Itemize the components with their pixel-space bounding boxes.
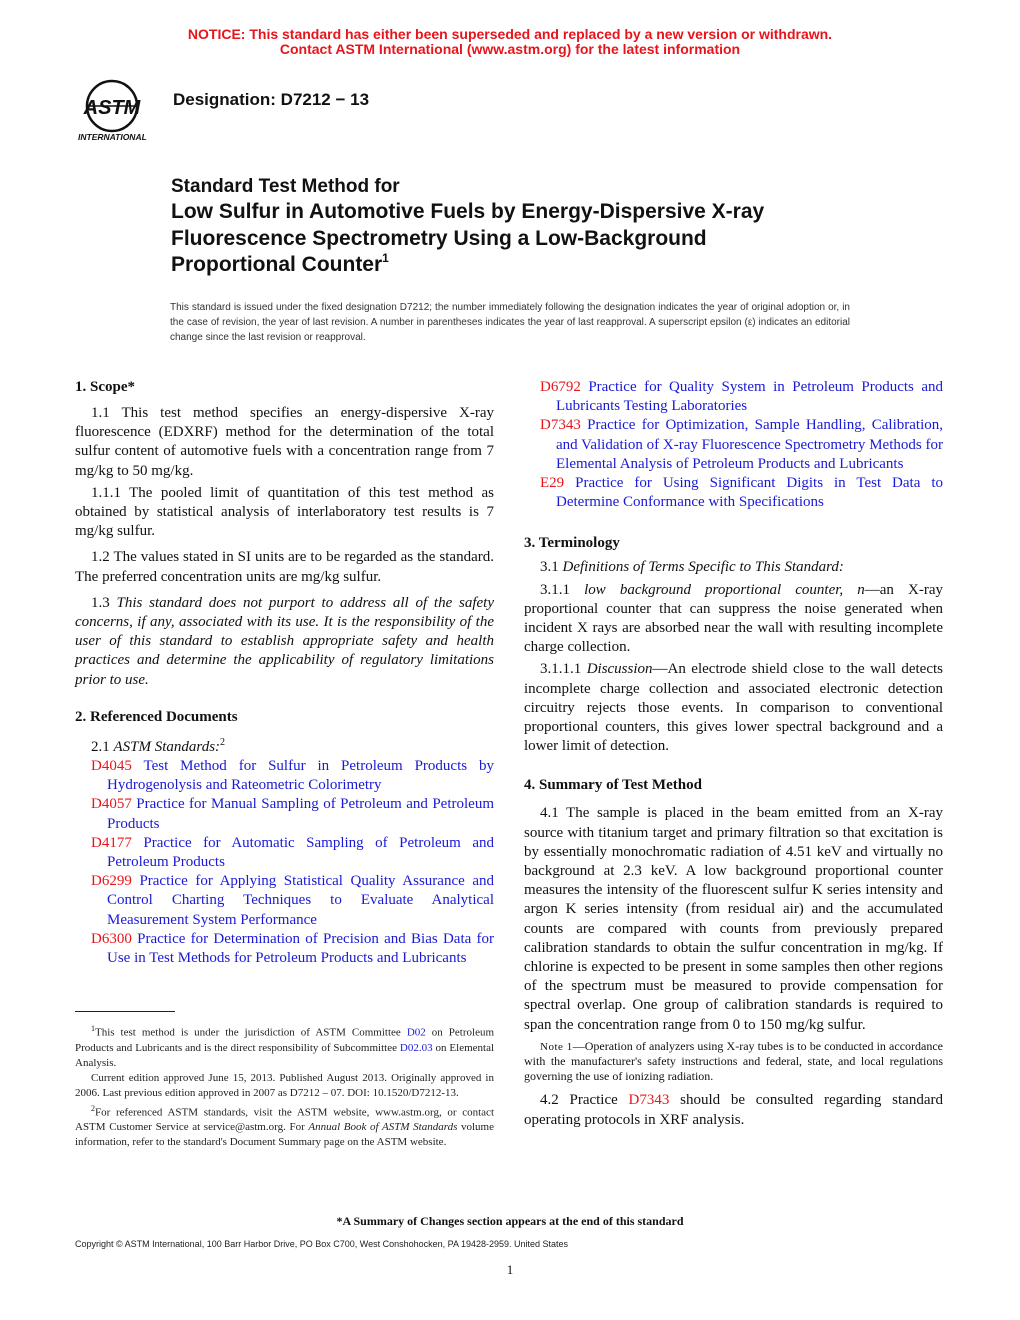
title-line-3: Fluorescence Spectrometry Using a Low-Background [171,226,707,250]
notice-line-2: Contact ASTM International (www.astm.org) for the latest information [279,41,741,57]
footnotes [75,1021,494,1150]
scope-1-2: 1.2 The values stated in SI units are to be regarded as the standard. The preferred concentration units are mg/kg sulfur. [75,549,494,585]
refdocs-heading: 2. Referenced Documents [75,708,238,725]
scope-1-3-text: This standard does not purport to address all of the safety concerns, if any, associated with its use. It is the responsibility of the user of this standard to establish appropriate safety and health practices and determine the applicability of regulatory limitations prior to use. [75,594,495,688]
footnote-divider [75,1011,175,1012]
ref-item-D6792[interactable]: D6792 Practice for Quality System in Petroleum Products and Lubricants Testing Laboratories [540,379,943,415]
scope-1-3 [75,594,494,690]
term-3-1-1: 3.1.1 low background proportional counter, n—an X-ray proportional counter that can suppress the noise generated when incident X rays are absorbed near the wall with resulting incomplete charge collection. [524,581,943,656]
intro-paragraph: This standard is issued under the fixed designation D7212; the number immediately following the designation indicates the year of original adoption or, in the case of revision, the year of last revision. A number in parentheses indicates the year of last reapproval. A superscript epsilon (ε) indicates an editorial change since the last revision or reapproval. [170,302,850,343]
term-3-1: 3.1 Definitions of Terms Specific to This Standard: [540,559,844,576]
ref-item-D4177[interactable]: D4177 Practice for Automatic Sampling of Petroleum and Petroleum Products [91,834,494,871]
scope-1-3-num: 1.3 [91,594,110,611]
logo-text: ASTM [83,97,141,119]
term-3-1-1-1: 3.1.1.1 Discussion—An electrode shield close to the wall detects incomplete charge collection and associated electronic detection circuitry rejects those events. In comparison to conventional proportional counters, this gives lower spectral background and a lower limit of detection. [524,661,943,755]
logo-subtext: INTERNATIONAL [78,132,147,142]
title-line-1: Standard Test Method for [171,176,400,197]
practice-d7343-link[interactable]: D7343 [628,1092,670,1109]
subcommittee-d02-03-link[interactable]: D02.03 [399,1041,433,1054]
ref-item-D4057[interactable]: D4057 Practice for Manual Sampling of Petroleum and Petroleum Products [91,796,494,832]
summary-heading: 4. Summary of Test Method [524,777,702,794]
title-line-2: Low Sulfur in Automotive Fuels by Energy-Dispersive X-ray [171,200,765,223]
ref-item-E29[interactable]: E29 Practice for Using Significant Digits in Test Data to Determine Conformance with Specifications [540,475,943,511]
page-number: 1 [506,1262,514,1277]
astm-logo [74,76,164,144]
designation: Designation: D7212 − 13 [173,90,370,109]
title-line-4 [171,252,871,279]
refdocs-2-1-num: 2.1 [91,738,110,755]
ref-item-D6300[interactable]: D6300 Practice for Determination of Precision and Bias Data for Use in Test Methods for Petroleum Products and Lubricants [91,930,495,967]
scope-1-1: 1.1 This test method specifies an energy-dispersive X-ray fluorescence (EDXRF) method for the determination of the total sulfur content of automotive fuels with a concentration range from 7 mg/kg to 50 mg/kg. [75,405,494,479]
scope-1-1-1: 1.1.1 The pooled limit of quantitation of this test method as obtained by statistical analysis of interlaboratory test results is 7 mg/kg sulfur. [75,484,494,540]
summary-4-1: 4.1 The sample is placed in the beam emitted from an X-ray source with titanium target and primary filtration so that excitation is by essentially monochromatic radiation of 4.51 keV and virtually no background at 2.3 keV. A low background proportional counter measures the intensity of the fluorescent sulfur K series intensity and argon K series intensity (from residual air) and the accumulated counts are compared with counts from previously prepared calibration standards to obtain the sulfur concentration in mg/kg. If chlorine is expected to be present in some samples then other regions of the spectrum must be measured to provide compensation for spectral overlap. One group of calibration standards is required to span the concentration range from 0 to 150 mg/kg sulfur. [524,805,943,1033]
committee-d02-link[interactable]: D02 [406,1026,426,1039]
refdocs-footnote-marker: 2 [220,736,226,748]
document-title [171,175,871,279]
refdocs-2-1 [75,733,494,757]
title-footnote-marker: 1 [382,251,389,265]
title-line-4-text: Proportional Counter [171,253,383,276]
left-column [75,378,494,968]
notice-line-1: NOTICE: This standard has either been superseded and replaced by a new version or withdrawn. [187,26,833,42]
copyright: Copyright © ASTM International, 100 Barr Harbor Drive, PO Box C700, West Conshohocken, PA 19428-2959. United States [75,1239,569,1249]
summary-of-changes-note: *A Summary of Changes section appears at the end of this standard [336,1214,684,1228]
footnote-1-edition: Current edition approved June 15, 2013. Published August 2013. Originally approved in 2006. Last previous edition approved in 2007 as D7212 – 07. DOI: 10.1520/D7212-13. [75,1071,494,1099]
note-1: Note 1—Operation of analyzers using X-ray tubes is to be conducted in accordance with the manufacturer's safety instructions and federal, state, and local regulations governing the use of ionizing radiation. [524,1038,943,1083]
footnote-2: $^2$For referenced ASTM standards, visit the ASTM website, www.astm.org, or contact ASTM Customer Service at service@astm.org. For Annual Book of ASTM Standards volume information, refer to the standard's Document Summary page on the ASTM website. [75,1103,494,1149]
ref-item-D4045[interactable]: D4045 Test Method for Sulfur in Petroleum Products by Hydrogenolysis and Rateometric Colorimetry [91,758,494,794]
footnote-1: $^1$This test method is under the jurisdiction of ASTM Committee D02 on Petroleum Products and Lubricants and is the direct responsibility of Subcommittee D02.03 on Elemental Analysis. [75,1024,495,1069]
terminology-heading: 3. Terminology [524,535,620,552]
summary-4-2: 4.2 Practice D7343 should be consulted regarding standard operating protocols in XRF analysis. [524,1092,943,1128]
scope-heading: 1. Scope* [75,379,135,395]
right-column [524,378,943,1130]
supersede-notice [0,27,1020,57]
refdocs-2-1-text: ASTM Standards: [113,738,221,755]
ref-item-D6299[interactable]: D6299 Practice for Applying Statistical Quality Assurance and Control Charting Techniques to Evaluate Analytical Measurement System Performance [91,873,495,928]
ref-item-D7343[interactable]: D7343 Practice for Optimization, Sample Handling, Calibration, and Validation of X-ray Fluorescence Spectrometry Methods for Elemental Analysis of Petroleum Products and Lubricants [540,417,944,472]
